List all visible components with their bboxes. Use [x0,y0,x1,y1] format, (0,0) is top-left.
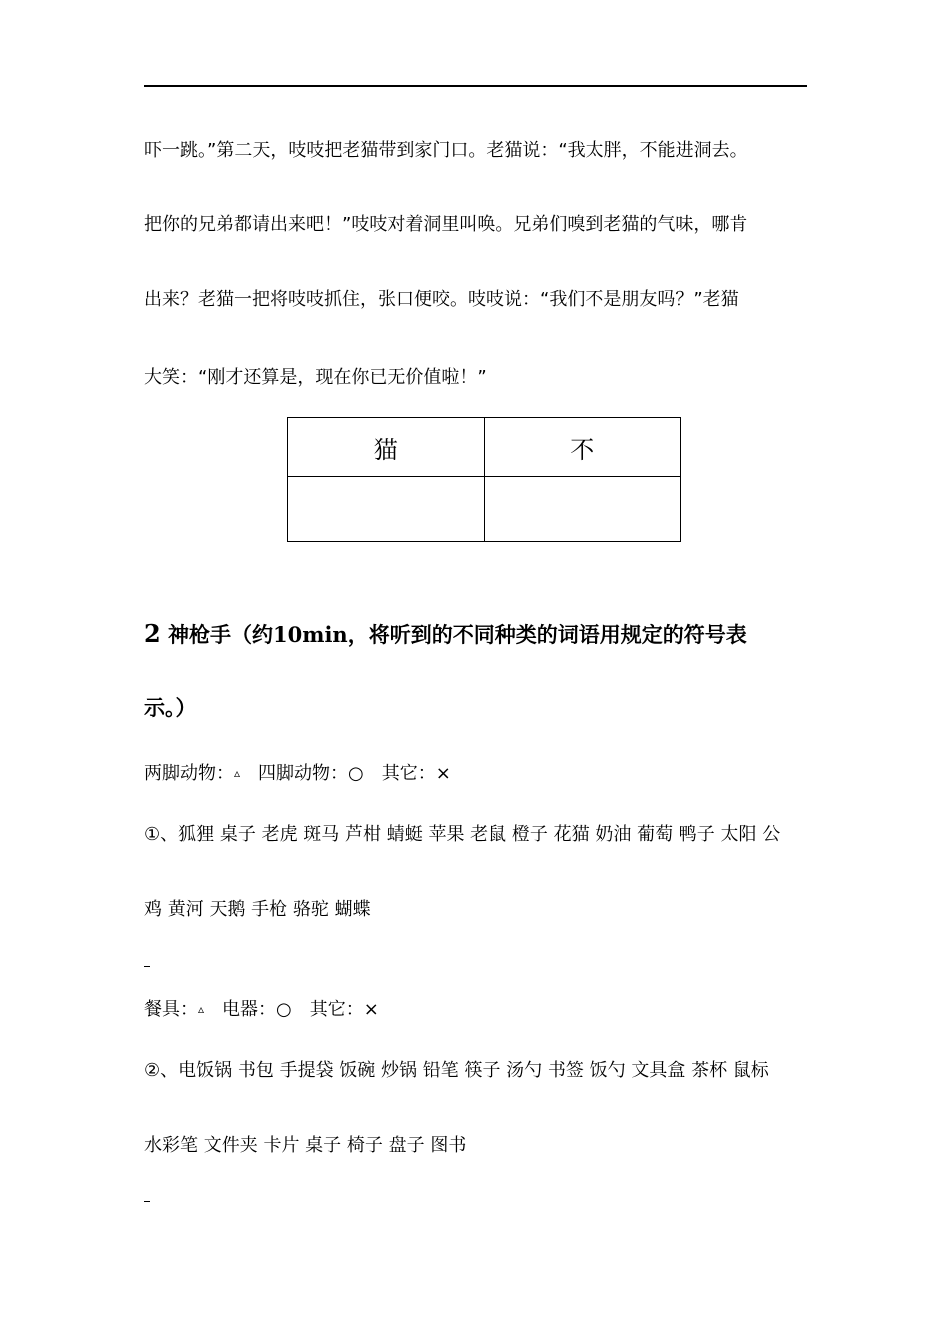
circle-icon: ○ [348,763,364,784]
cross-icon: × [363,999,379,1020]
word-table [287,417,681,542]
header-rule [144,85,807,87]
legend-label: 两脚动物： [144,763,234,784]
word-list-1-line-2: 鸡 黄河 天鹅 手枪 骆驼 蝴蝶 [144,899,371,920]
story-line-3: 出来？老猫一把将吱吱抓住，张口便咬。吱吱说：“我们不是朋友吗？”老猫 [144,289,739,310]
section-number: 2 [144,619,161,648]
story-line-2: 把你的兄弟都请出来吧！”吱吱对着洞里叫唤。兄弟们嗅到老猫的气味，哪肯 [144,214,748,235]
legend-label: 电器： [222,999,277,1020]
section-title-part2: ，将听到的不同种类的词语用规定的符号表 [347,623,747,647]
word-table-answer-cell[interactable] [484,477,681,542]
word-table-header-cat: 猫 [288,418,485,477]
circle-icon: ○ [276,999,292,1020]
word-table-answer-cell[interactable] [288,477,485,542]
word-list-1-line-1: ①、狐狸 桌子 老虎 斑马 芦柑 蜻蜓 苹果 老鼠 橙子 花猫 奶油 葡萄 鸭子 太阳 公 [144,824,781,845]
story-line-1: 吓一跳。”第二天，吱吱把老猫带到家门口。老猫说：“我太胖，不能进洞去。 [144,140,748,161]
legend-label: 餐具： [144,999,198,1020]
section-2-title [144,620,747,649]
cross-icon: × [435,763,451,784]
legend-label: 四脚动物： [258,763,349,784]
word-list-2-line-2: 水彩笔 文件夹 卡片 桌子 椅子 盘子 图书 [144,1135,467,1156]
section-title-part1: 神枪手（约 [168,623,274,647]
legend-animals [144,761,451,786]
section-2-title-line2: 示。） [144,696,197,720]
word-table-header-not: 不 [484,418,681,477]
triangle-icon: ▵ [234,766,241,780]
section-duration: 10min [273,622,348,647]
legend-label: 其它： [309,999,364,1020]
answer-blank-2 [144,1201,150,1202]
legend-label: 其它： [381,763,436,784]
answer-blank-1 [144,966,150,967]
story-line-4: 大笑：“刚才还算是，现在你已无价值啦！” [144,367,487,388]
triangle-icon: ▵ [198,1002,205,1016]
legend-items [144,997,379,1022]
word-list-2-line-1: ②、电饭锅 书包 手提袋 饭碗 炒锅 铅笔 筷子 汤勺 书签 饭勺 文具盒 茶杯 鼠标 [144,1060,769,1081]
